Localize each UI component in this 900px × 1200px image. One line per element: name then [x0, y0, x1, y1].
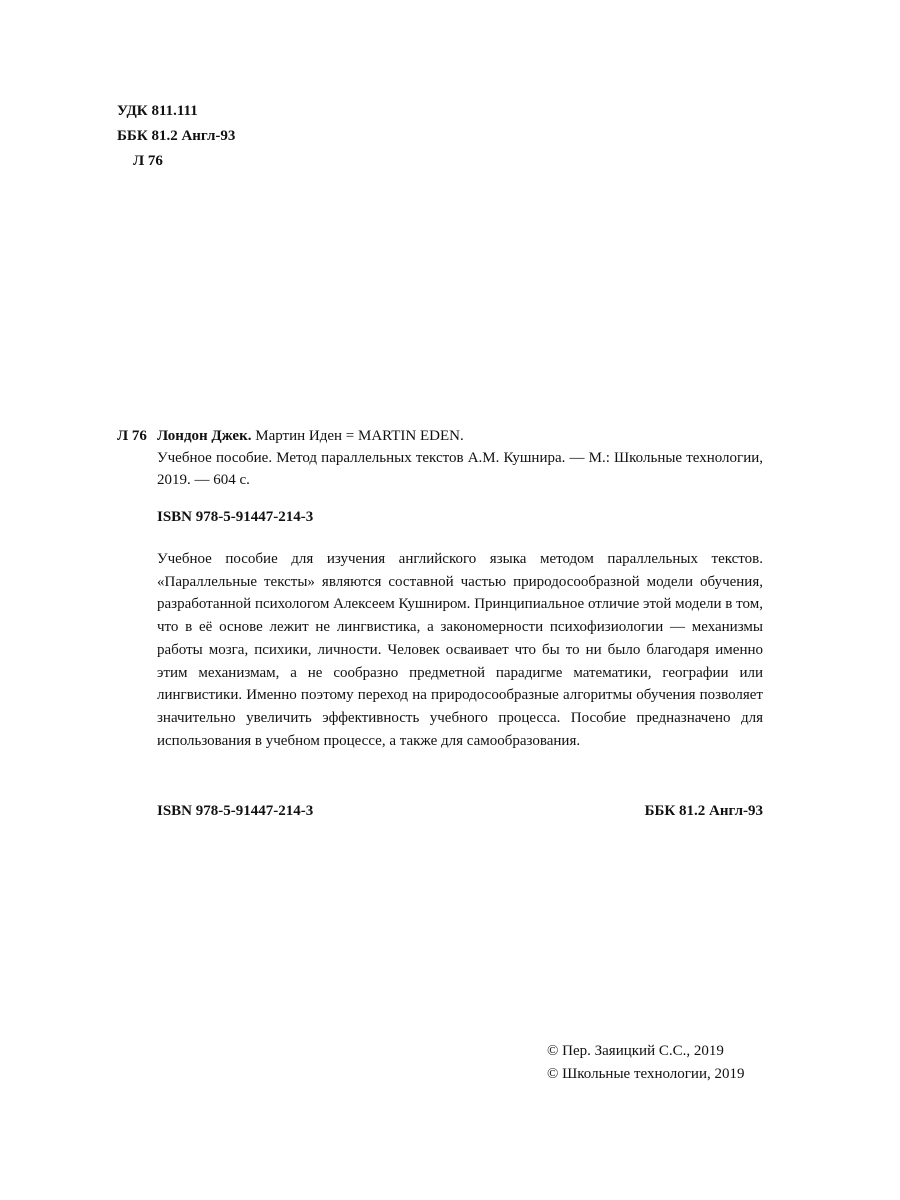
copyright-publisher: © Школьные технологии, 2019 — [547, 1066, 745, 1082]
copyright-block — [547, 1040, 744, 1086]
footer-codes — [157, 803, 763, 820]
copyright-translator: © Пер. Заяицкий С.С., 2019 — [547, 1043, 724, 1059]
entry-title: Мартин Иден = MARTIN EDEN. — [255, 428, 464, 444]
author-mark: Л 76 — [133, 153, 163, 169]
bibliographic-entry — [117, 425, 763, 491]
annotation-text: Учебное пособие для изучения английского языка методом параллельных текстов. «Параллельные тексты» являются составной частью природосообразной модели обучения, разработанной психологом Алексеем Кушниром. Принципиальное отличие этой модели в том, что в её основе лежит не лингвистика, а закономерности психофизиологии — механизмы работы мозга, психики, личности. Человек осваивает что бы то ни было благодаря именно этим механизмам, а не сообразно предметной парадигме математики, географии или лингвистики. Именно поэтому переход на природосообразные алгоритмы обучения позволяет значительно увеличить эффективность учебного процесса. Пособие предназначено для использования в учебном процессе, а также для самообразования. — [157, 551, 763, 749]
udk-code: УДК 811.111 — [117, 103, 198, 119]
footer-isbn: ISBN 978-5-91447-214-3 — [157, 803, 314, 819]
footer-bbk: ББК 81.2 Англ-93 — [644, 803, 763, 819]
entry-description: Учебное пособие. Метод параллельных текстов А.М. Кушнира. — М.: Школьные технологии, 2019. — 604 с. — [157, 450, 763, 488]
entry-author: Лондон Джек. — [157, 428, 252, 444]
isbn-top: ISBN 978-5-91447-214-3 — [157, 509, 314, 525]
classification-block — [117, 99, 235, 174]
bbk-code: ББК 81.2 Англ-93 — [117, 128, 236, 144]
entry-author-mark: Л 76 — [117, 428, 147, 444]
entry-heading — [117, 425, 763, 447]
